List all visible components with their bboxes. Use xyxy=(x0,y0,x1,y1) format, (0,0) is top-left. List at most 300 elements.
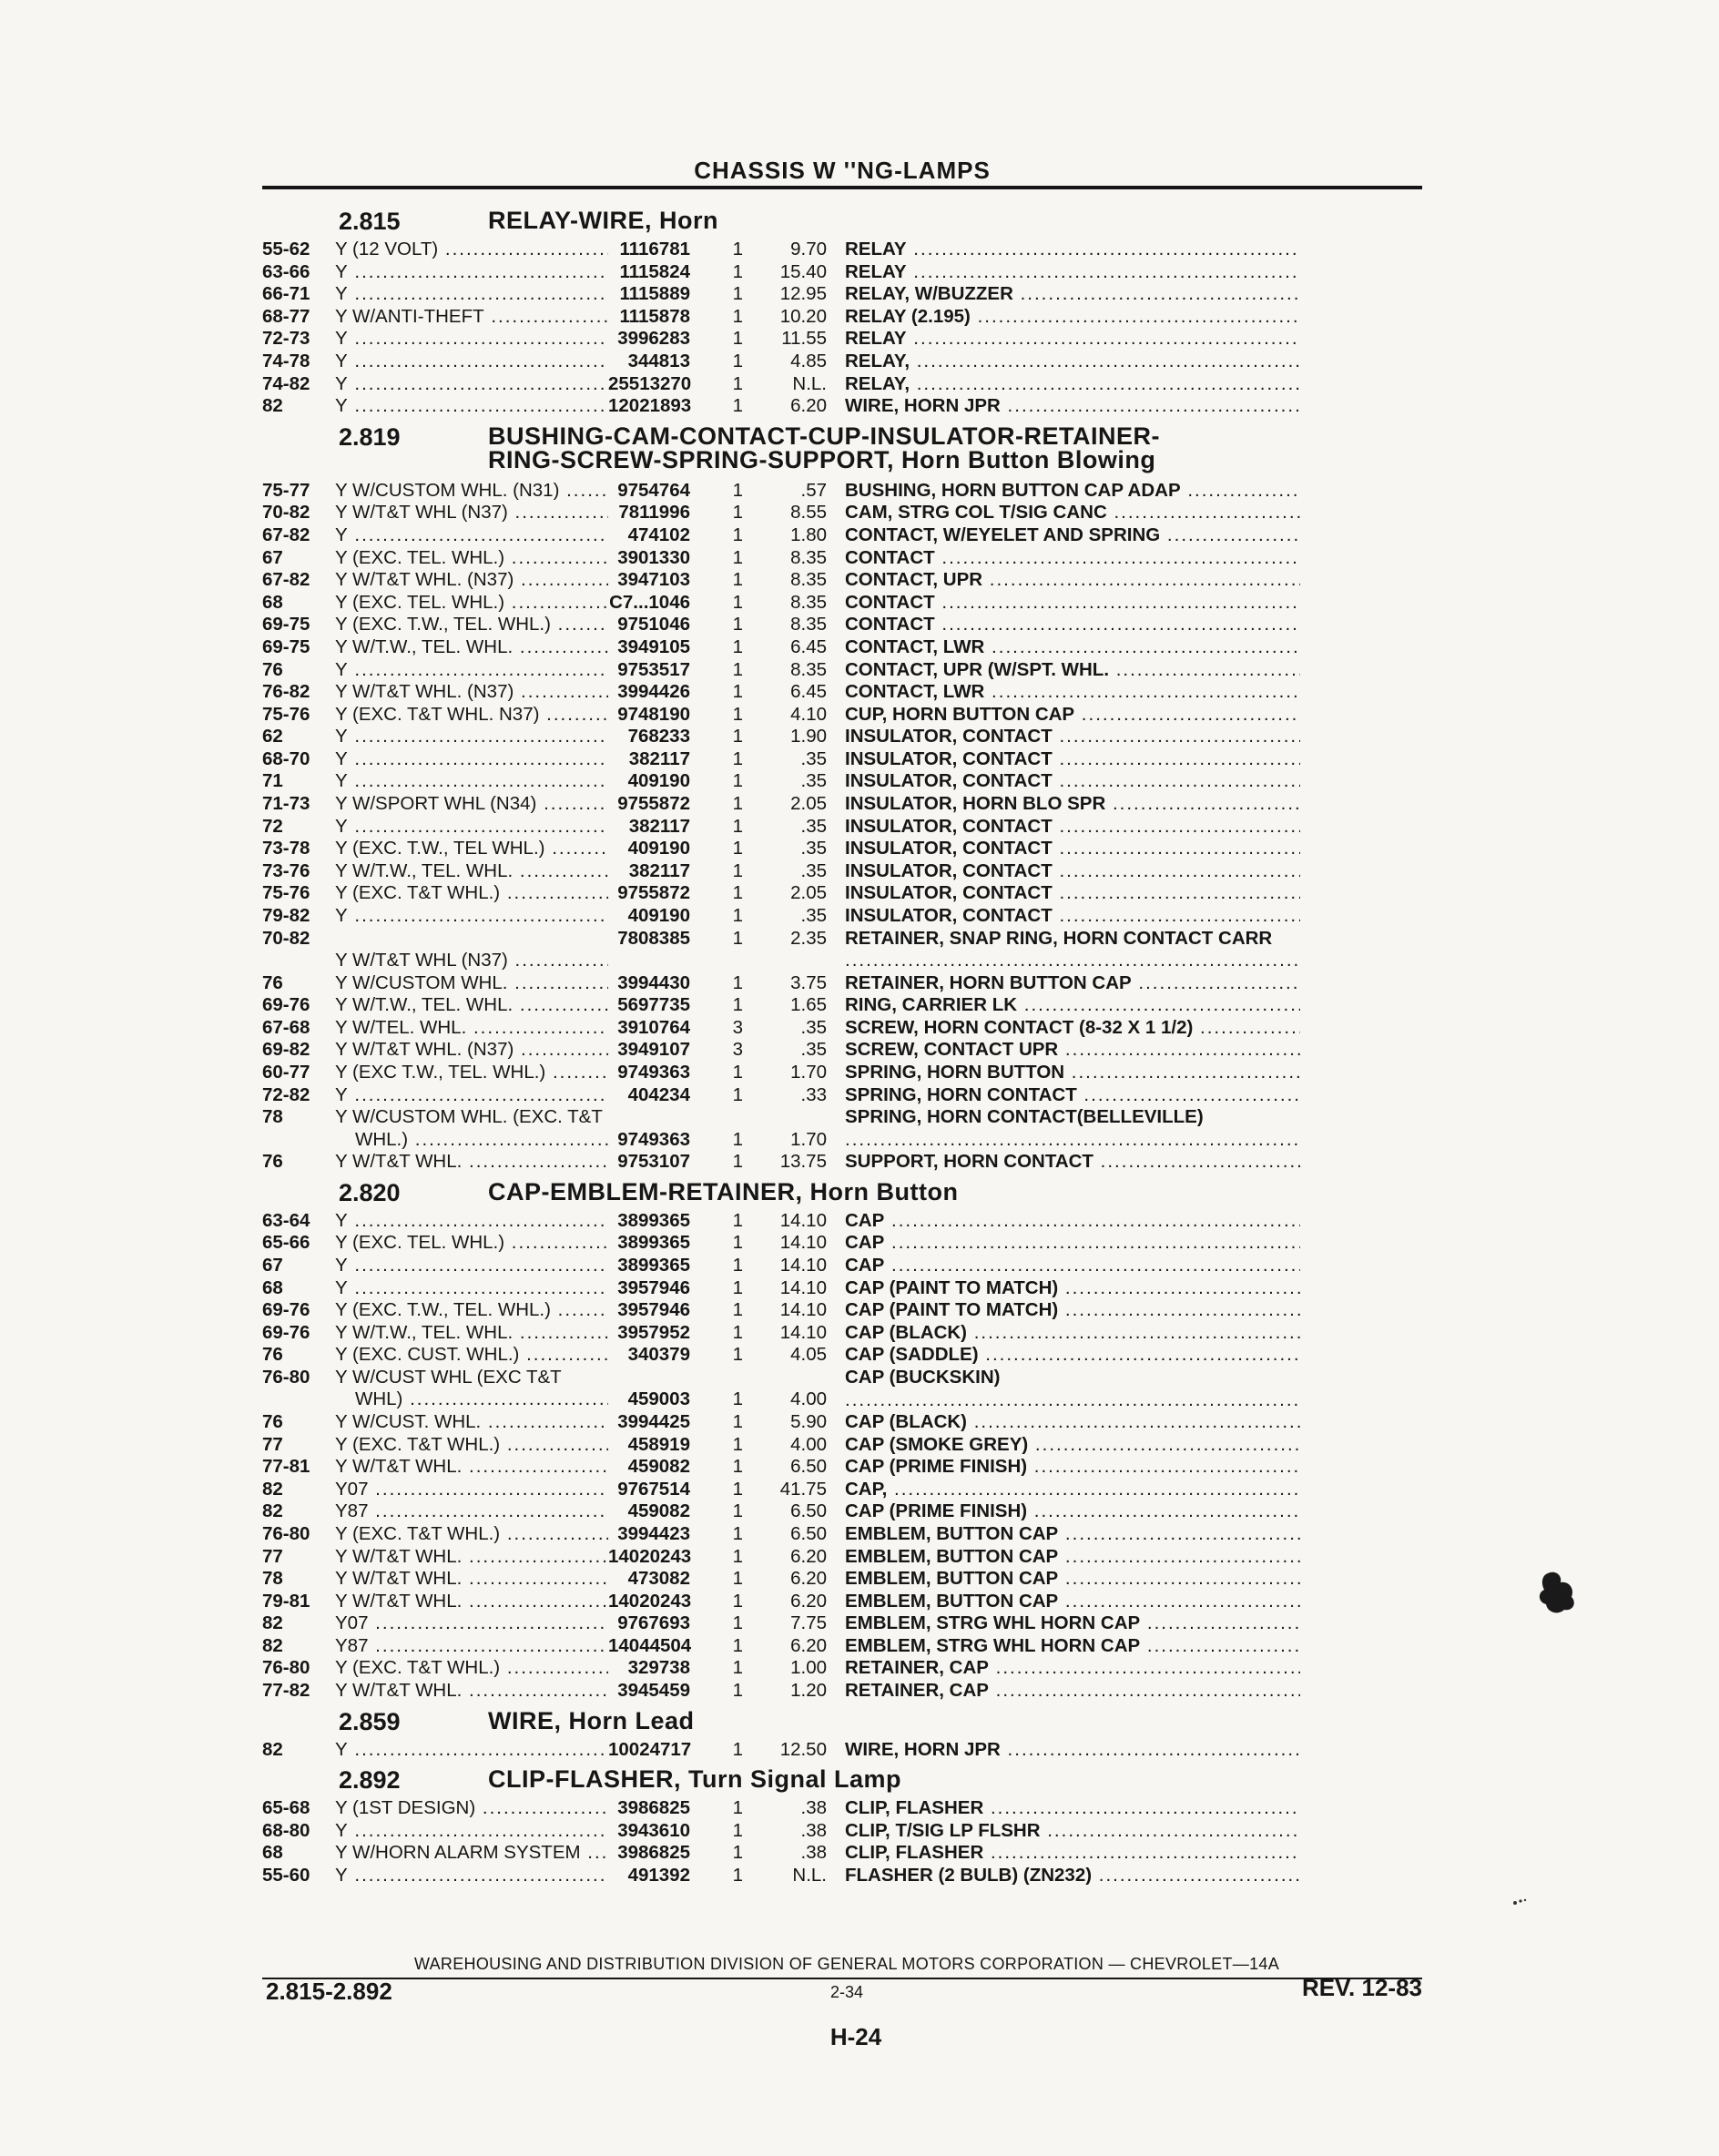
application xyxy=(335,239,608,261)
description-text: CONTACT ..... xyxy=(845,592,1300,613)
application xyxy=(335,816,608,839)
model-years: 70-82 xyxy=(262,502,310,524)
model-years: 79-82 xyxy=(262,905,310,927)
part-row xyxy=(262,1568,1428,1591)
application xyxy=(335,1568,608,1591)
section-title-line: WIRE, Horn Lead xyxy=(488,1706,695,1734)
quantity: 1 xyxy=(732,1388,743,1410)
part-row xyxy=(262,614,1428,636)
description-text: RELAY, W/BUZZER ..... xyxy=(845,283,1300,304)
part-description xyxy=(845,860,1300,883)
application-text: Y W/T&T WHL. ..... xyxy=(335,1151,608,1172)
quantity: 1 xyxy=(732,502,743,524)
quantity: 1 xyxy=(732,658,743,680)
description-text: RELAY ..... xyxy=(845,239,1300,259)
description-text: CLIP, FLASHER ..... xyxy=(845,1842,1300,1863)
part-description xyxy=(845,306,1300,329)
application xyxy=(335,1842,608,1865)
model-years: 65-66 xyxy=(262,1232,310,1254)
part-row xyxy=(262,928,1428,972)
part-description xyxy=(845,569,1300,592)
application-text: Y ..... xyxy=(335,905,608,926)
description-text: SPRING, HORN CONTACT(BELLEVILLE) ..... xyxy=(845,1106,1300,1150)
part-number: 12021893 xyxy=(608,395,692,417)
section-header xyxy=(262,423,1428,480)
application-text: Y87 ..... xyxy=(335,1635,608,1656)
model-years: 72-82 xyxy=(262,1083,310,1105)
application xyxy=(335,994,608,1017)
quantity: 1 xyxy=(732,747,743,769)
part-description xyxy=(845,1657,1300,1680)
part-description xyxy=(845,328,1300,351)
part-row xyxy=(262,1456,1428,1479)
application xyxy=(335,524,608,547)
part-row xyxy=(262,1017,1428,1040)
list-price: 1.20 xyxy=(790,1680,827,1702)
quantity: 1 xyxy=(732,479,743,501)
application xyxy=(335,1062,608,1084)
section-title xyxy=(488,208,718,233)
application-text: Y W/T&T WHL. ..... xyxy=(335,1680,608,1701)
quantity: 1 xyxy=(732,1865,743,1886)
application-text: Y (EXC. T.W., TEL WHL.) ..... xyxy=(335,838,608,859)
application-text: Y87 ..... xyxy=(335,1500,608,1521)
model-years: 79-81 xyxy=(262,1590,310,1612)
part-number: 14020243 xyxy=(608,1590,692,1612)
description-text: CONTACT, W/EYELET AND SPRING ..... xyxy=(845,524,1300,545)
application-line-1: Y W/CUSTOM WHL. (EXC. T&T xyxy=(335,1106,603,1127)
description-text: RELAY (2.195) ..... xyxy=(845,306,1300,327)
part-description xyxy=(845,994,1300,1017)
part-row xyxy=(262,373,1428,396)
part-number: 14020243 xyxy=(608,1545,692,1567)
part-description xyxy=(845,1456,1300,1479)
application-text: Y (EXC. T.W., TEL. WHL.) ..... xyxy=(335,1299,608,1320)
part-row xyxy=(262,994,1428,1017)
part-row xyxy=(262,502,1428,524)
list-price: 14.10 xyxy=(779,1276,827,1298)
application-text: Y W/T&T WHL (N37) ..... xyxy=(335,502,608,523)
list-price: 6.50 xyxy=(790,1500,827,1522)
part-description xyxy=(845,659,1300,682)
part-description xyxy=(845,726,1300,748)
description-text: CAP (BUCKSKIN) ..... xyxy=(845,1367,1300,1410)
quantity: 1 xyxy=(732,614,743,636)
application xyxy=(335,882,608,905)
ink-blot-mark xyxy=(1535,1570,1581,1617)
part-row xyxy=(262,1299,1428,1322)
section-header xyxy=(262,1766,1428,1797)
application-text: Y W/T&T WHL. (N37) ..... xyxy=(335,681,608,702)
application xyxy=(335,1635,608,1658)
part-description xyxy=(845,1210,1300,1233)
description-text: CLIP, T/SIG LP FLSHR ..... xyxy=(845,1820,1300,1841)
part-row xyxy=(262,1820,1428,1843)
model-years: 62 xyxy=(262,726,283,747)
application-text: Y ..... xyxy=(335,770,608,791)
description-text: CAP (PRIME FINISH) ..... xyxy=(845,1500,1300,1521)
part-number: 3901330 xyxy=(617,546,690,568)
part-number: 3949105 xyxy=(617,636,690,657)
model-years: 69-75 xyxy=(262,636,310,657)
part-number: 382117 xyxy=(628,747,690,769)
part-number: 459003 xyxy=(627,1388,690,1410)
list-price: 1.65 xyxy=(790,994,827,1016)
part-description xyxy=(845,1865,1300,1887)
application xyxy=(335,770,608,793)
section-title-line: RING-SCREW-SPRING-SUPPORT, Horn Button Blowing xyxy=(488,445,1156,473)
part-description xyxy=(845,1523,1300,1546)
part-number: 409190 xyxy=(627,770,690,792)
quantity: 1 xyxy=(732,1568,743,1590)
description-text: CONTACT, LWR ..... xyxy=(845,681,1300,702)
application xyxy=(335,1232,608,1255)
part-number: 3957946 xyxy=(617,1276,690,1298)
part-description xyxy=(845,547,1300,570)
part-row xyxy=(262,1151,1428,1174)
part-row xyxy=(262,547,1428,570)
application-text: Y W/T.W., TEL. WHL. ..... xyxy=(335,994,608,1015)
description-text: WIRE, HORN JPR ..... xyxy=(845,395,1300,416)
list-price: 11.55 xyxy=(781,328,827,350)
application xyxy=(335,1523,608,1546)
model-years: 68 xyxy=(262,1276,283,1298)
part-number: 382117 xyxy=(628,815,690,837)
quantity: 1 xyxy=(732,793,743,815)
part-number: 459082 xyxy=(627,1456,690,1478)
model-years: 69-82 xyxy=(262,1039,310,1061)
part-description xyxy=(845,1500,1300,1523)
application-text: Y W/CUSTOM WHL. (N31) ..... xyxy=(335,480,608,501)
list-price: 4.00 xyxy=(790,1433,827,1455)
list-price: 41.75 xyxy=(779,1478,827,1500)
list-price: 3.75 xyxy=(790,971,827,993)
application-text: Y (1ST DESIGN) ..... xyxy=(335,1797,608,1818)
part-number: 3910764 xyxy=(617,1016,690,1038)
part-description xyxy=(845,239,1300,261)
application xyxy=(335,1084,608,1107)
model-years: 60-77 xyxy=(262,1062,310,1083)
quantity: 1 xyxy=(732,372,743,394)
model-years: 82 xyxy=(262,1738,283,1760)
model-years: 77 xyxy=(262,1545,283,1567)
quantity: 1 xyxy=(732,1590,743,1612)
application-text: Y W/T.W., TEL. WHL. ..... xyxy=(335,636,608,657)
application-text: Y ..... xyxy=(335,1084,608,1105)
description-text: RELAY, ..... xyxy=(845,373,1300,394)
quantity: 1 xyxy=(732,1321,743,1343)
model-years: 68 xyxy=(262,1842,283,1864)
list-price: 4.10 xyxy=(790,703,827,725)
list-price: 1.70 xyxy=(790,1128,827,1150)
application-text: Y ..... xyxy=(335,328,608,349)
quantity: 1 xyxy=(732,524,743,545)
part-row xyxy=(262,1680,1428,1703)
part-number: 3945459 xyxy=(617,1680,690,1702)
list-price: .35 xyxy=(800,770,827,792)
description-text: SUPPORT, HORN CONTACT ..... xyxy=(845,1151,1300,1172)
list-price: 4.00 xyxy=(790,1388,827,1410)
part-description xyxy=(845,261,1300,284)
quantity: 1 xyxy=(732,1797,743,1819)
part-description xyxy=(845,681,1300,704)
list-price: 14.10 xyxy=(779,1299,827,1321)
application-text: Y ..... xyxy=(335,1820,608,1841)
list-price: .38 xyxy=(800,1819,827,1841)
list-price: .57 xyxy=(800,479,827,501)
part-description xyxy=(845,704,1300,727)
part-row xyxy=(262,1842,1428,1865)
description-text: INSULATOR, CONTACT ..... xyxy=(845,816,1300,837)
quantity: 1 xyxy=(732,1545,743,1567)
part-number: 3949107 xyxy=(617,1039,690,1061)
part-row xyxy=(262,1612,1428,1635)
part-number: 1115889 xyxy=(619,283,690,305)
part-row xyxy=(262,1084,1428,1107)
application xyxy=(335,569,608,592)
list-price: 12.95 xyxy=(779,283,827,305)
part-number: 409190 xyxy=(627,838,690,859)
list-price: .35 xyxy=(800,815,827,837)
description-text: CONTACT, UPR (W/SPT. WHL. ..... xyxy=(845,659,1300,680)
model-years: 76 xyxy=(262,1410,283,1432)
section-title-line: BUSHING-CAM-CONTACT-CUP-INSULATOR-RETAINER- xyxy=(488,422,1160,450)
list-price: 4.85 xyxy=(790,350,827,371)
description-text: SCREW, CONTACT UPR ..... xyxy=(845,1039,1300,1060)
quantity: 1 xyxy=(732,1128,743,1150)
application-text: Y (EXC. T&T WHL.) ..... xyxy=(335,1657,608,1678)
model-years: 71 xyxy=(262,770,283,792)
application-text: Y ..... xyxy=(335,524,608,545)
part-description xyxy=(845,1842,1300,1865)
application xyxy=(335,1591,608,1613)
part-description xyxy=(845,882,1300,905)
part-description xyxy=(845,1106,1300,1151)
part-number: 25513270 xyxy=(608,372,692,394)
description-text: BUSHING, HORN BUTTON CAP ADAP ..... xyxy=(845,480,1300,501)
part-number: 458919 xyxy=(627,1433,690,1455)
part-number: 3994426 xyxy=(617,681,690,703)
description-text: CAM, STRG COL T/SIG CANC ..... xyxy=(845,502,1300,523)
list-price: N.L. xyxy=(792,1865,827,1886)
list-price: 4.05 xyxy=(790,1344,827,1366)
section-title-line: RELAY-WIRE, Horn xyxy=(488,207,719,234)
application-text: Y W/CUSTOM WHL. ..... xyxy=(335,972,608,993)
model-years: 67-82 xyxy=(262,524,310,545)
part-description xyxy=(845,373,1300,396)
part-row xyxy=(262,1479,1428,1501)
part-row xyxy=(262,704,1428,727)
revision-label: REV. 12-83 xyxy=(1301,1974,1422,2001)
description-text: CONTACT, UPR ..... xyxy=(845,569,1300,590)
part-description xyxy=(845,1017,1300,1040)
part-description xyxy=(845,1568,1300,1591)
part-description xyxy=(845,816,1300,839)
application xyxy=(335,1797,608,1820)
part-description xyxy=(845,614,1300,636)
application xyxy=(335,1017,608,1040)
description-text: INSULATOR, CONTACT ..... xyxy=(845,905,1300,926)
part-number: 329738 xyxy=(627,1657,690,1679)
application xyxy=(335,838,608,860)
quantity: 1 xyxy=(732,1433,743,1455)
model-years: 63-64 xyxy=(262,1209,310,1231)
quantity: 1 xyxy=(732,1657,743,1679)
part-row xyxy=(262,1106,1428,1151)
quantity: 1 xyxy=(732,1209,743,1231)
quantity: 3 xyxy=(732,1039,743,1061)
part-number: 7811996 xyxy=(618,502,690,524)
section-number: 2.819 xyxy=(339,422,401,451)
application-text: Y ..... xyxy=(335,1210,608,1231)
list-price: 6.45 xyxy=(790,681,827,703)
description-text: RETAINER, CAP ..... xyxy=(845,1680,1300,1701)
part-row xyxy=(262,882,1428,905)
description-text: EMBLEM, STRG WHL HORN CAP ..... xyxy=(845,1635,1300,1656)
part-description xyxy=(845,905,1300,928)
list-price: 6.45 xyxy=(790,636,827,657)
quantity: 1 xyxy=(732,239,743,259)
quantity: 1 xyxy=(732,546,743,568)
model-years: 67-68 xyxy=(262,1016,310,1038)
quantity: 1 xyxy=(732,838,743,859)
model-years: 76-82 xyxy=(262,681,310,703)
part-description xyxy=(845,1434,1300,1457)
part-row xyxy=(262,1657,1428,1680)
part-number: 382117 xyxy=(628,859,690,881)
description-text: INSULATOR, CONTACT ..... xyxy=(845,860,1300,881)
application xyxy=(335,351,608,373)
model-years: 68-70 xyxy=(262,747,310,769)
list-price: 12.50 xyxy=(779,1738,827,1760)
part-row xyxy=(262,395,1428,418)
part-description xyxy=(845,1820,1300,1843)
footer-rule xyxy=(262,1978,1422,1979)
model-years: 82 xyxy=(262,1478,283,1500)
application-text: Y W/TEL. WHL. ..... xyxy=(335,1017,608,1038)
quantity: 1 xyxy=(732,1254,743,1276)
part-description xyxy=(845,838,1300,860)
quantity: 1 xyxy=(732,1819,743,1841)
part-row xyxy=(262,351,1428,373)
part-description xyxy=(845,1232,1300,1255)
part-number: 3947103 xyxy=(617,569,690,591)
application xyxy=(335,1739,608,1762)
quantity: 1 xyxy=(732,882,743,904)
header-rule xyxy=(262,186,1422,189)
quantity: 1 xyxy=(732,1634,743,1656)
description-text: INSULATOR, CONTACT ..... xyxy=(845,748,1300,769)
description-text: RELAY ..... xyxy=(845,328,1300,349)
list-price: 6.20 xyxy=(790,395,827,417)
part-description xyxy=(845,592,1300,615)
model-years: 74-82 xyxy=(262,372,310,394)
application-text: Y W/T&T WHL (N37) ..... xyxy=(335,950,608,971)
part-row xyxy=(262,1865,1428,1887)
part-number: 459082 xyxy=(627,1500,690,1522)
description-text: CAP ..... xyxy=(845,1210,1300,1231)
model-years: 76-80 xyxy=(262,1657,310,1679)
part-row xyxy=(262,592,1428,615)
description-text: RELAY, ..... xyxy=(845,351,1300,371)
quantity: 1 xyxy=(732,681,743,703)
list-price: 14.10 xyxy=(779,1254,827,1276)
part-row xyxy=(262,239,1428,261)
part-description xyxy=(845,748,1300,771)
quantity: 1 xyxy=(732,395,743,417)
application xyxy=(335,1657,608,1680)
model-years: 75-76 xyxy=(262,882,310,904)
description-text: INSULATOR, CONTACT ..... xyxy=(845,770,1300,791)
model-years: 71-73 xyxy=(262,793,310,815)
model-years: 67 xyxy=(262,1254,283,1276)
list-price: .38 xyxy=(800,1842,827,1864)
description-text: RING, CARRIER LK ..... xyxy=(845,994,1300,1015)
section-title-line: CLIP-FLASHER, Turn Signal Lamp xyxy=(488,1765,902,1794)
application-text: Y (EXC. TEL. WHL.) ..... xyxy=(335,547,608,568)
model-years: 76-80 xyxy=(262,1522,310,1544)
quantity: 1 xyxy=(732,927,743,949)
part-description xyxy=(845,1739,1300,1762)
part-description xyxy=(845,770,1300,793)
description-text: WIRE, HORN JPR ..... xyxy=(845,1739,1300,1760)
section-number: 2.820 xyxy=(339,1178,401,1206)
description-text: SPRING, HORN CONTACT ..... xyxy=(845,1084,1300,1105)
application-text: Y (EXC. T&T WHL.) ..... xyxy=(335,1523,608,1544)
part-description xyxy=(845,502,1300,524)
application xyxy=(335,1411,608,1434)
quantity: 1 xyxy=(732,1410,743,1432)
model-years: 82 xyxy=(262,395,283,417)
part-row xyxy=(262,770,1428,793)
application xyxy=(335,592,608,615)
part-row xyxy=(262,306,1428,329)
model-years: 77-82 xyxy=(262,1680,310,1702)
list-price: 14.10 xyxy=(779,1232,827,1254)
description-text: SCREW, HORN CONTACT (8-32 X 1 1/2) ..... xyxy=(845,1017,1300,1038)
list-price: 15.40 xyxy=(779,260,827,282)
list-price: 5.90 xyxy=(790,1410,827,1432)
part-row xyxy=(262,1635,1428,1658)
application-text: Y (EXC. TEL. WHL.) ..... xyxy=(335,592,608,613)
description-text: CAP (SADDLE) ..... xyxy=(845,1344,1300,1365)
model-years: 74-78 xyxy=(262,350,310,371)
part-row xyxy=(262,328,1428,351)
part-description xyxy=(845,1322,1300,1345)
quantity: 1 xyxy=(732,1680,743,1702)
part-description xyxy=(845,524,1300,547)
model-years: 77 xyxy=(262,1433,283,1455)
part-description xyxy=(845,1299,1300,1322)
part-row xyxy=(262,681,1428,704)
model-years: 75-76 xyxy=(262,703,310,725)
part-number: 9748190 xyxy=(617,703,690,725)
description-text: RETAINER, CAP ..... xyxy=(845,1657,1300,1678)
section-number: 2.892 xyxy=(339,1766,401,1795)
part-row xyxy=(262,1277,1428,1300)
application xyxy=(335,1865,608,1887)
application xyxy=(335,681,608,704)
part-number: 404234 xyxy=(627,1083,690,1105)
application-text: Y ..... xyxy=(335,351,608,371)
parts-listing xyxy=(262,202,1428,1887)
part-description xyxy=(845,1612,1300,1635)
part-number: 491392 xyxy=(627,1865,690,1886)
quantity: 1 xyxy=(732,1344,743,1366)
section-title xyxy=(488,1766,901,1792)
application-text: Y (EXC. T&T WHL.) ..... xyxy=(335,882,608,903)
part-row xyxy=(262,1039,1428,1062)
